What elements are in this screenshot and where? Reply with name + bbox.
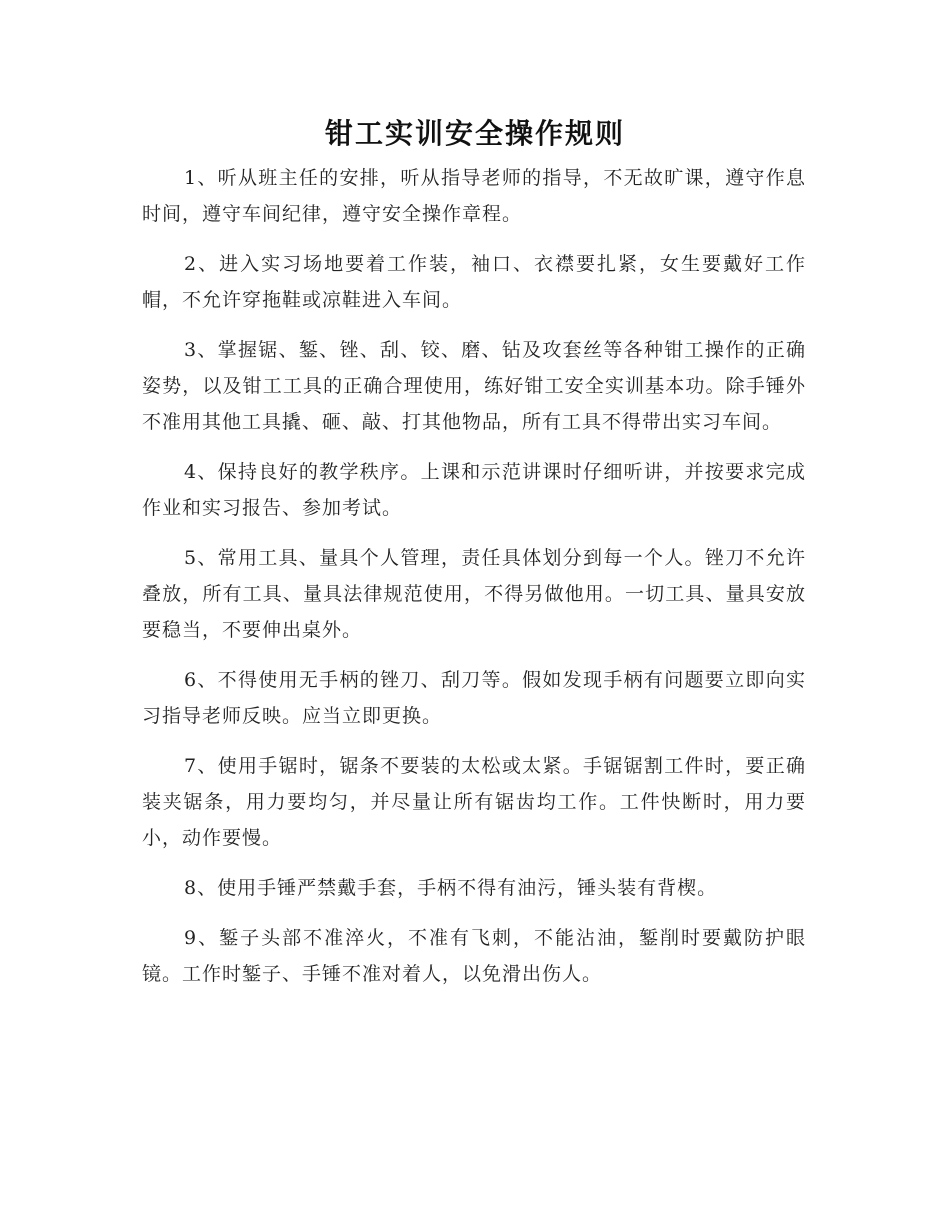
rule-paragraph-8: 8、使用手锤严禁戴手套，手柄不得有油污，锤头装有背楔。 bbox=[184, 877, 718, 899]
rule-paragraph-3: 3、掌握锯、錾、锉、刮、铰、磨、钻及攻套丝等各种钳工操作的正确姿势，以及钳工工具的正确合理使用，练好钳工安全实训基本功。除手锤外不准用其他工具撬、砸、敲、打其他物品，所有工具不得带出实习车间。 bbox=[142, 339, 806, 433]
rule-paragraph-9: 9、錾子头部不准淬火，不准有飞刺，不能沾油，錾削时要戴防护眼镜。工作时錾子、手锤不准对着人，以免滑出伤人。 bbox=[142, 927, 806, 985]
rule-paragraph-6: 6、不得使用无手柄的锉刀、刮刀等。假如发现手柄有问题要立即向实习指导老师反映。应当立即更换。 bbox=[142, 669, 806, 727]
rule-paragraph-4: 4、保持良好的教学秩序。上课和示范讲课时仔细听讲，并按要求完成作业和实习报告、参加考试。 bbox=[142, 461, 806, 519]
rule-paragraph-2: 2、进入实习场地要着工作装，袖口、衣襟要扎紧，女生要戴好工作帽，不允许穿拖鞋或凉鞋进入车间。 bbox=[142, 253, 806, 311]
rule-paragraph-7: 7、使用手锯时，锯条不要装的太松或太紧。手锯锯割工件时，要正确装夹锯条，用力要均匀，并尽量让所有锯齿均工作。工件快断时，用力要小，动作要慢。 bbox=[142, 755, 806, 849]
rule-paragraph-5: 5、常用工具、量具个人管理，责任具体划分到每一个人。锉刀不允许叠放，所有工具、量具法律规范使用，不得另做他用。一切工具、量具安放要稳当，不要伸出桌外。 bbox=[142, 547, 806, 641]
document-body bbox=[142, 160, 806, 1006]
rule-paragraph-1: 1、听从班主任的安排，听从指导老师的指导，不无故旷课，遵守作息时间，遵守车间纪律，遵守安全操作章程。 bbox=[142, 167, 806, 225]
document-title: 钳工实训安全操作规则 bbox=[324, 117, 625, 150]
